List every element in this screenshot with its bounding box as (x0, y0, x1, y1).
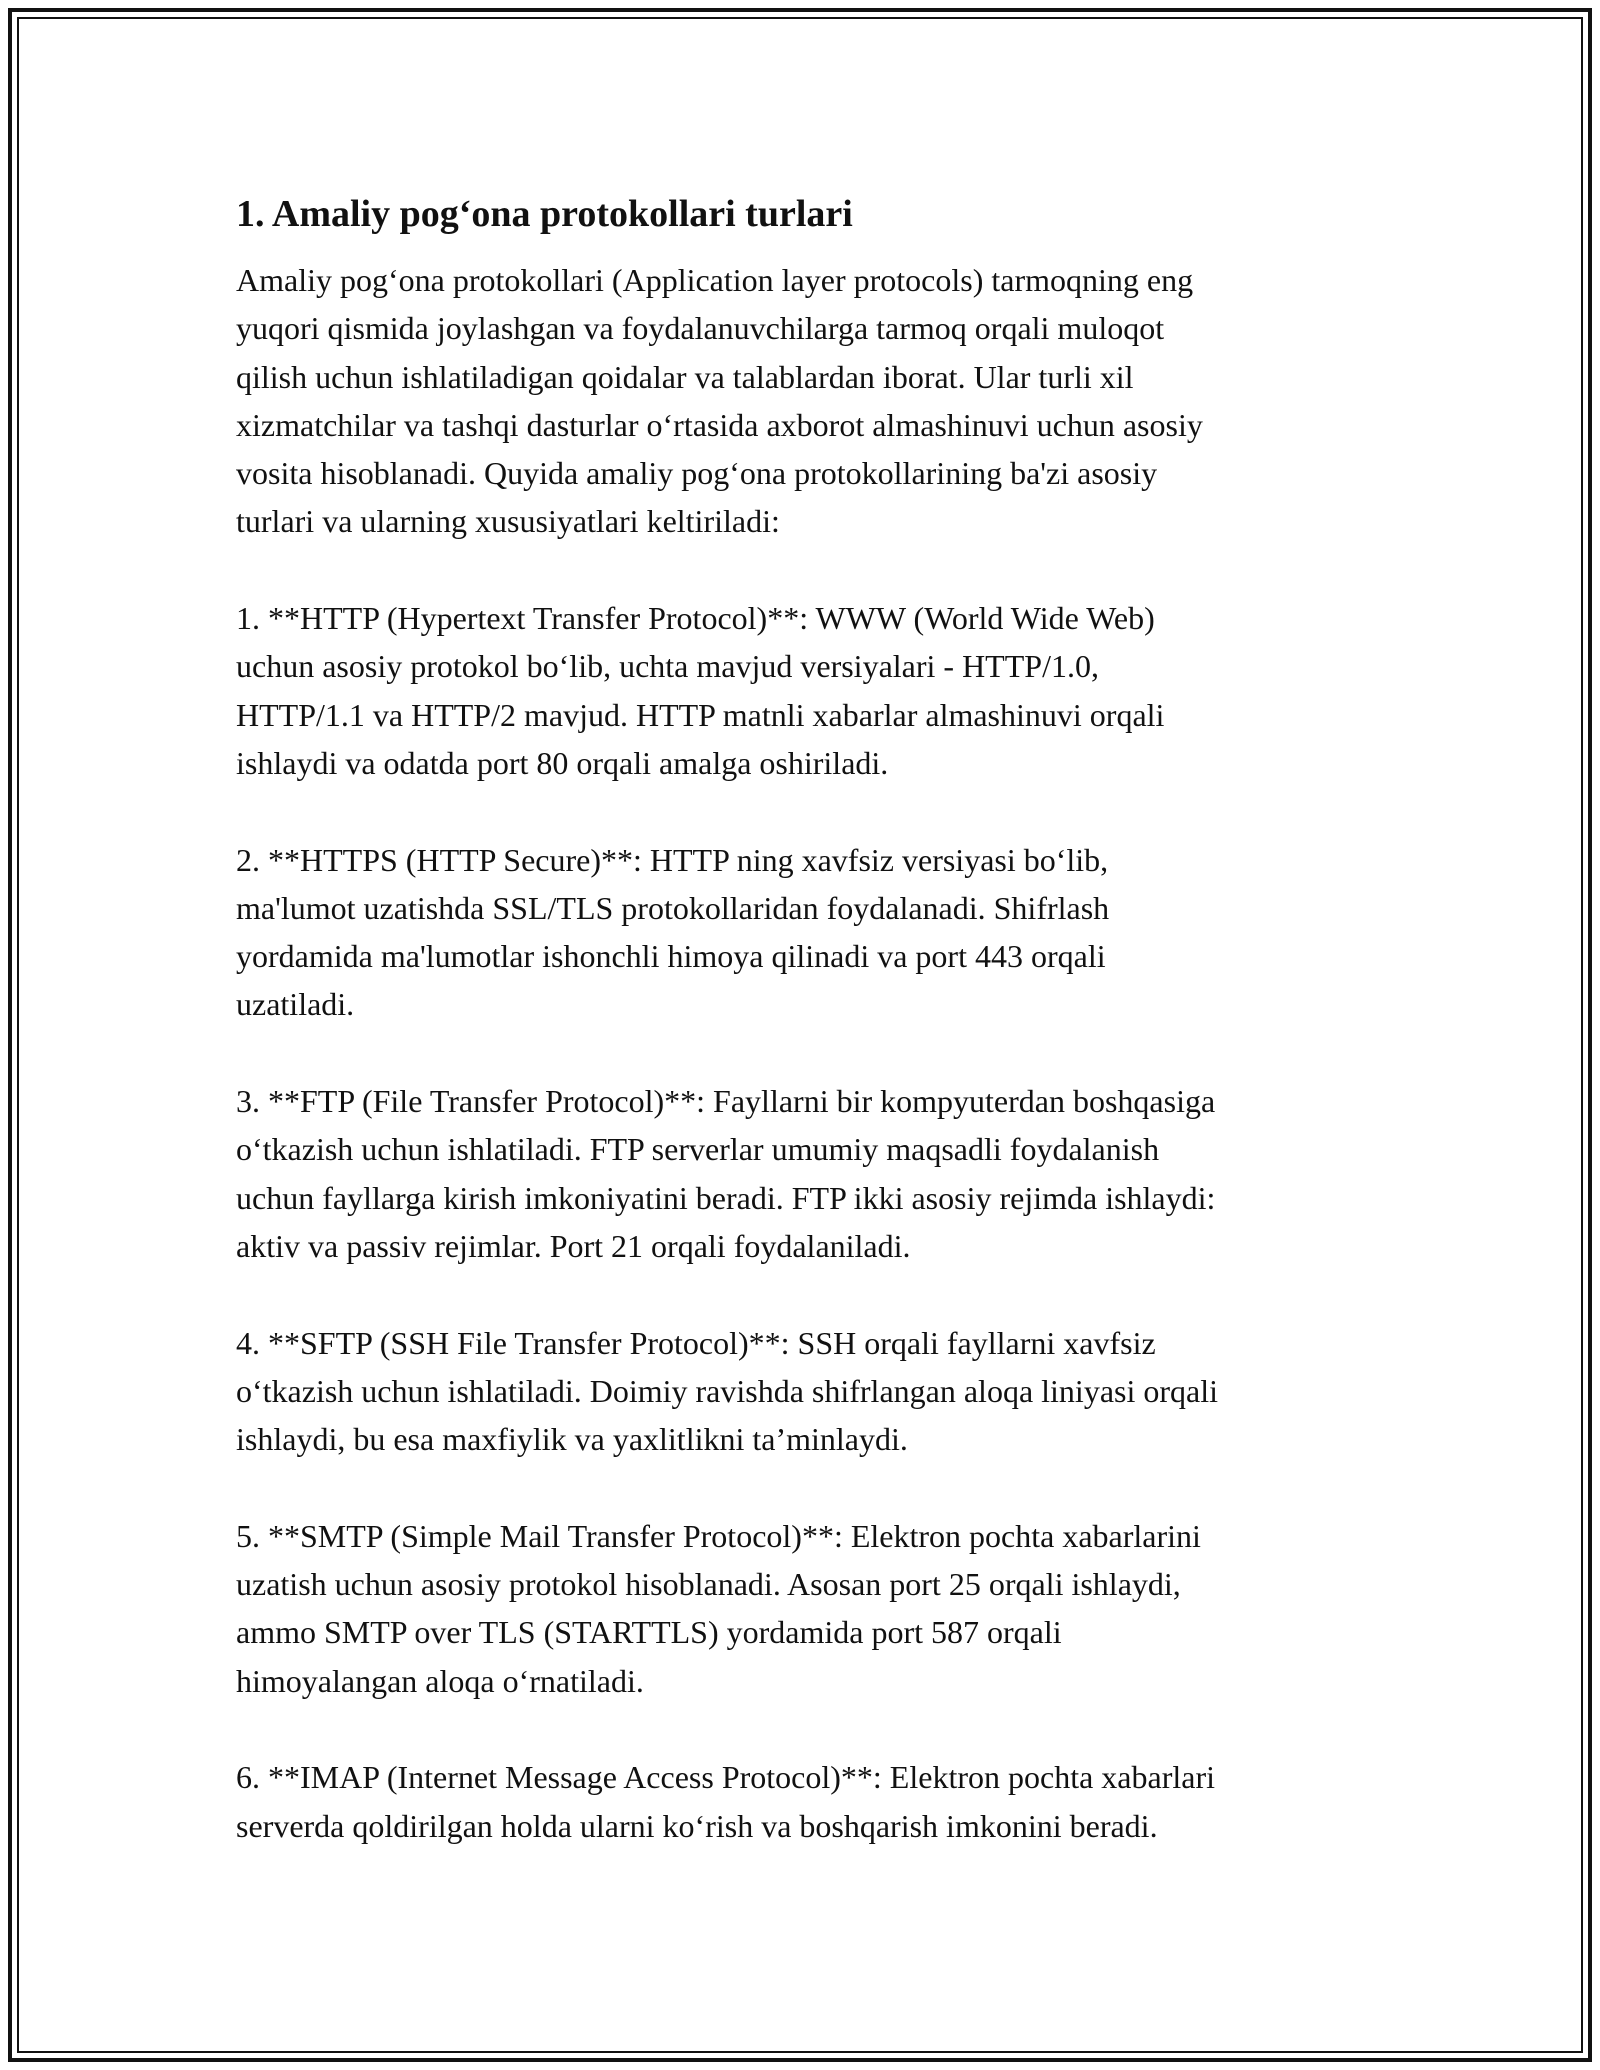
intro-paragraph: Amaliy pog‘ona protokollari (Application layer protocols) tarmoqning eng yuqori qismida joylashgan va foydalanuvchilarga tarmoq orqali muloqot qilish uchun ishlatiladigan qoidalar va talablardan iborat. Ular turli xil xizmatchilar va tashqi dasturlar o‘rtasida axborot almashinuvi uchun asosiy vosita hisoblanadi. Quyida amaliy pog‘ona protokollarining ba'zi asosiy turlari va ularning xususiyatlari keltiriladi: (236, 262, 1203, 540)
list-item-https: 2. **HTTPS (HTTP Secure)**: HTTP ning xavfsiz versiyasi bo‘lib, ma'lumot uzatishda SSL/TLS protokollaridan foydalanadi. Shifrlash yordamida ma'lumotlar ishonchli himoya qilinadi va port 443 orqali uzatiladi. (236, 841, 1110, 1023)
paragraph-gap (236, 1463, 1376, 1511)
paragraph-gap (236, 1029, 1376, 1077)
paragraph-gap (236, 1270, 1376, 1318)
list-item-imap: 6. **IMAP (Internet Message Access Protocol)**: Elektron pochta xabarlari serverda qoldirilgan holda ularni ko‘rish va boshqarish imkonini beradi. (236, 1759, 1215, 1844)
list-item-http: 1. **HTTP (Hypertext Transfer Protocol)**: WWW (World Wide Web) uchun asosiy protokol bo‘lib, uchta mavjud versiyalari - HTTP/1.0, HTTP/1.1 va HTTP/2 mavjud. HTTP matnli xabarlar almashinuvi orqali ishlaydi va odatda port 80 orqali amalga oshiriladi. (236, 600, 1165, 781)
list-item-sftp: 4. **SFTP (SSH File Transfer Protocol)**: SSH orqali fayllarni xavfsiz o‘tkazish uchun ishlatiladi. Doimiy ravishda shifrlangan aloqa liniyasi orqali ishlaydi, bu esa maxfiylik va yaxlitlikni ta’minlaydi. (236, 1324, 1218, 1458)
paragraph-gap (236, 1705, 1376, 1753)
list-item-smtp: 5. **SMTP (Simple Mail Transfer Protocol)**: Elektron pochta xabarlarini uzatish uchun asosiy protokol hisoblanadi. Asosan port 25 orqali ishlaydi, ammo SMTP over TLS (STARTTLS) yordamida port 587 orqali himoyalangan aloqa o‘rnatiladi. (236, 1517, 1201, 1699)
document-body (236, 188, 1376, 1850)
paragraph-gap (236, 546, 1376, 594)
section-title: 1. Amaliy pog‘ona protokollari turlari (236, 193, 853, 235)
list-item-ftp: 3. **FTP (File Transfer Protocol)**: Fayllarni bir kompyuterdan boshqasiga o‘tkazish uchun ishlatiladi. FTP serverlar umumiy maqsadli foydalanish uchun fayllarga kirish imkoniyatini beradi. FTP ikki asosiy rejimda ishlaydi: aktiv va passiv rejimlar. Port 21 orqali foydalaniladi. (236, 1083, 1216, 1264)
paragraph-gap (236, 787, 1376, 835)
